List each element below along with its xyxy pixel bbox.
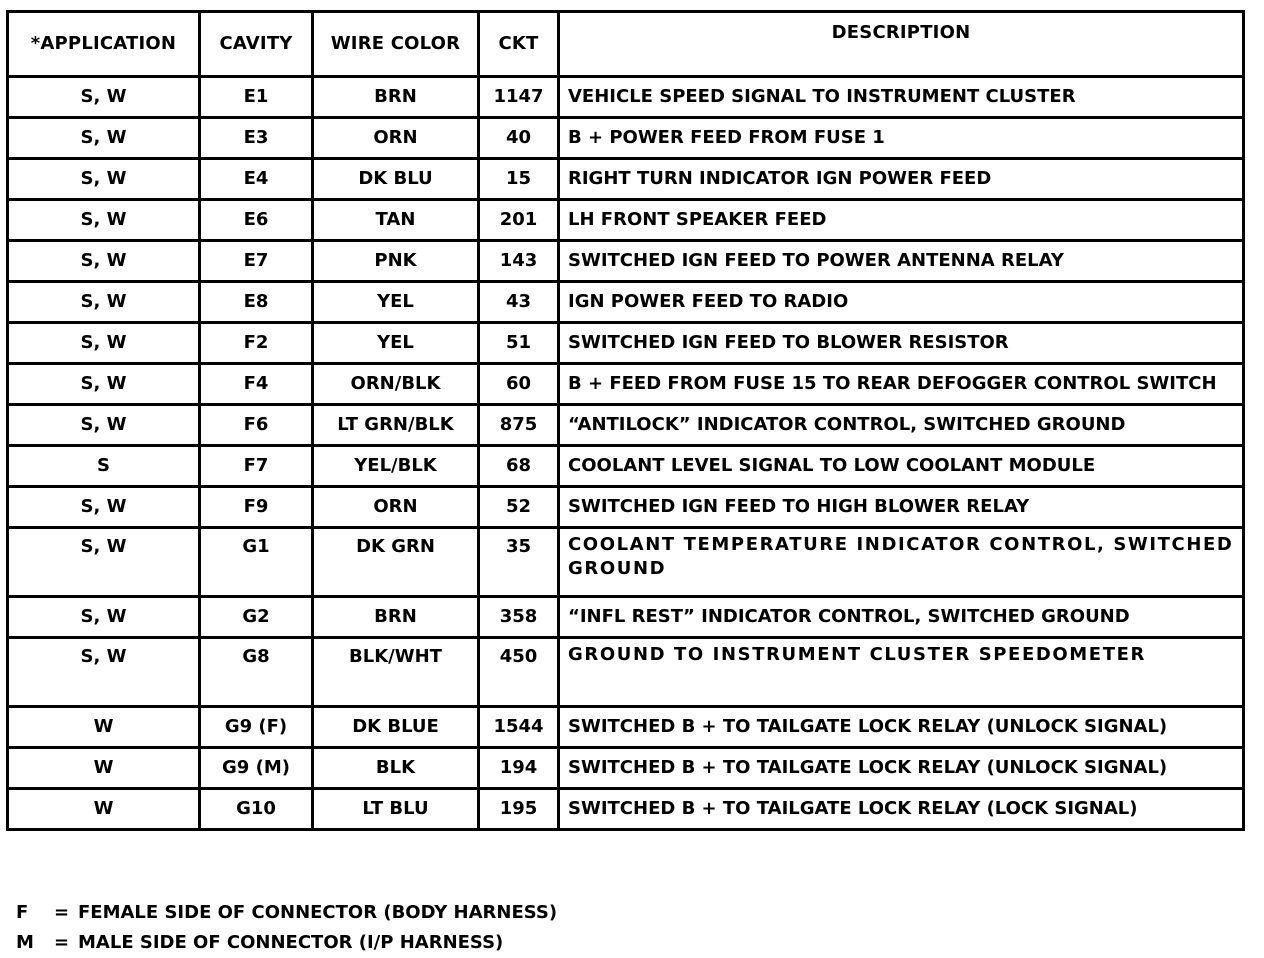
cell-application: S, W	[8, 528, 200, 597]
cell-description: SWITCHED B + TO TAILGATE LOCK RELAY (UNLOCK SIGNAL)	[559, 707, 1244, 748]
legend-equals: =	[54, 902, 70, 923]
legend-key: M	[16, 932, 34, 953]
header-wire-color: WIRE COLOR	[313, 12, 479, 77]
legend-text: FEMALE SIDE OF CONNECTOR (BODY HARNESS)	[78, 902, 558, 923]
cell-cavity: F9	[200, 487, 313, 528]
cell-cavity: F4	[200, 364, 313, 405]
cell-ckt: 201	[479, 200, 559, 241]
cell-wire-color: BLK	[313, 748, 479, 789]
cell-ckt: 1147	[479, 77, 559, 118]
cell-application: S, W	[8, 364, 200, 405]
cell-application: S, W	[8, 323, 200, 364]
connector-legend	[16, 898, 557, 958]
cell-wire-color: BRN	[313, 77, 479, 118]
cell-ckt: 194	[479, 748, 559, 789]
cell-ckt: 15	[479, 159, 559, 200]
cell-ckt: 195	[479, 789, 559, 830]
cell-cavity: G2	[200, 597, 313, 638]
cell-cavity: G9 (F)	[200, 707, 313, 748]
cell-wire-color: LT GRN/BLK	[313, 405, 479, 446]
cell-cavity: F7	[200, 446, 313, 487]
table-row	[8, 446, 1244, 487]
cell-ckt: 43	[479, 282, 559, 323]
table-row	[8, 323, 1244, 364]
cell-application: W	[8, 789, 200, 830]
cell-wire-color: ORN/BLK	[313, 364, 479, 405]
header-cavity: CAVITY	[200, 12, 313, 77]
table-row	[8, 789, 1244, 830]
cell-description: B + POWER FEED FROM FUSE 1	[559, 118, 1244, 159]
cell-cavity: E1	[200, 77, 313, 118]
table-row	[8, 241, 1244, 282]
table-row	[8, 364, 1244, 405]
legend-equals: =	[54, 932, 70, 953]
table-header-row	[8, 12, 1244, 77]
cell-cavity: F2	[200, 323, 313, 364]
cell-application: W	[8, 707, 200, 748]
cell-ckt: 68	[479, 446, 559, 487]
cell-wire-color: DK GRN	[313, 528, 479, 597]
cell-wire-color: PNK	[313, 241, 479, 282]
cell-description: “ANTILOCK” INDICATOR CONTROL, SWITCHED GROUND	[559, 405, 1244, 446]
cell-description: LH FRONT SPEAKER FEED	[559, 200, 1244, 241]
cell-description: SWITCHED B + TO TAILGATE LOCK RELAY (UNLOCK SIGNAL)	[559, 748, 1244, 789]
cell-wire-color: TAN	[313, 200, 479, 241]
table-row	[8, 405, 1244, 446]
cell-cavity: G10	[200, 789, 313, 830]
cell-description: B + FEED FROM FUSE 15 TO REAR DEFOGGER CONTROL SWITCH	[559, 364, 1244, 405]
cell-application: S, W	[8, 159, 200, 200]
connector-table-sheet	[6, 10, 1246, 876]
cell-description: GROUND TO INSTRUMENT CLUSTER SPEEDOMETER	[559, 638, 1244, 707]
cell-cavity: E8	[200, 282, 313, 323]
table-row	[8, 638, 1244, 707]
cell-wire-color: LT BLU	[313, 789, 479, 830]
cell-wire-color: YEL/BLK	[313, 446, 479, 487]
cell-description: SWITCHED IGN FEED TO BLOWER RESISTOR	[559, 323, 1244, 364]
cell-cavity: G9 (M)	[200, 748, 313, 789]
cell-application: S, W	[8, 597, 200, 638]
cell-wire-color: BLK/WHT	[313, 638, 479, 707]
cell-application: S, W	[8, 638, 200, 707]
cell-wire-color: YEL	[313, 323, 479, 364]
cell-ckt: 60	[479, 364, 559, 405]
legend-key: F	[16, 902, 29, 923]
cell-cavity: E3	[200, 118, 313, 159]
legend-item-female	[16, 898, 557, 928]
cell-cavity: G1	[200, 528, 313, 597]
table-row	[8, 200, 1244, 241]
cell-wire-color: ORN	[313, 118, 479, 159]
cell-cavity: E4	[200, 159, 313, 200]
cell-ckt: 40	[479, 118, 559, 159]
cell-wire-color: DK BLUE	[313, 707, 479, 748]
cell-cavity: G8	[200, 638, 313, 707]
cell-application: S, W	[8, 405, 200, 446]
table-row	[8, 707, 1244, 748]
cell-wire-color: YEL	[313, 282, 479, 323]
cell-ckt: 875	[479, 405, 559, 446]
cell-description: SWITCHED IGN FEED TO POWER ANTENNA RELAY	[559, 241, 1244, 282]
cell-description: RIGHT TURN INDICATOR IGN POWER FEED	[559, 159, 1244, 200]
cell-application: S	[8, 446, 200, 487]
cell-ckt: 35	[479, 528, 559, 597]
table-row	[8, 282, 1244, 323]
cell-application: S, W	[8, 282, 200, 323]
table-row	[8, 159, 1244, 200]
cell-application: S, W	[8, 77, 200, 118]
legend-item-male	[16, 928, 557, 958]
cell-ckt: 1544	[479, 707, 559, 748]
legend-text: MALE SIDE OF CONNECTOR (I/P HARNESS)	[78, 932, 504, 953]
cell-description: SWITCHED B + TO TAILGATE LOCK RELAY (LOCK SIGNAL)	[559, 789, 1244, 830]
table-row	[8, 487, 1244, 528]
cell-description: “INFL REST” INDICATOR CONTROL, SWITCHED GROUND	[559, 597, 1244, 638]
cell-application: S, W	[8, 118, 200, 159]
table-row	[8, 118, 1244, 159]
table-row	[8, 597, 1244, 638]
cell-ckt: 143	[479, 241, 559, 282]
table-row	[8, 528, 1244, 597]
cell-application: S, W	[8, 200, 200, 241]
cell-description: IGN POWER FEED TO RADIO	[559, 282, 1244, 323]
table-row	[8, 77, 1244, 118]
cell-ckt: 450	[479, 638, 559, 707]
cell-application: S, W	[8, 487, 200, 528]
cell-description: COOLANT TEMPERATURE INDICATOR CONTROL, SWITCHED GROUND	[559, 528, 1244, 597]
cell-ckt: 51	[479, 323, 559, 364]
cell-wire-color: ORN	[313, 487, 479, 528]
cell-application: W	[8, 748, 200, 789]
cell-description: COOLANT LEVEL SIGNAL TO LOW COOLANT MODULE	[559, 446, 1244, 487]
connector-cavity-table	[6, 10, 1245, 831]
cell-description: VEHICLE SPEED SIGNAL TO INSTRUMENT CLUSTER	[559, 77, 1244, 118]
table-row	[8, 748, 1244, 789]
header-ckt: CKT	[479, 12, 559, 77]
cell-wire-color: DK BLU	[313, 159, 479, 200]
cell-ckt: 358	[479, 597, 559, 638]
cell-cavity: F6	[200, 405, 313, 446]
cell-cavity: E7	[200, 241, 313, 282]
cell-application: S, W	[8, 241, 200, 282]
cell-description: SWITCHED IGN FEED TO HIGH BLOWER RELAY	[559, 487, 1244, 528]
header-application: *APPLICATION	[8, 12, 200, 77]
cell-cavity: E6	[200, 200, 313, 241]
cell-wire-color: BRN	[313, 597, 479, 638]
header-description: DESCRIPTION	[559, 12, 1244, 77]
cell-ckt: 52	[479, 487, 559, 528]
